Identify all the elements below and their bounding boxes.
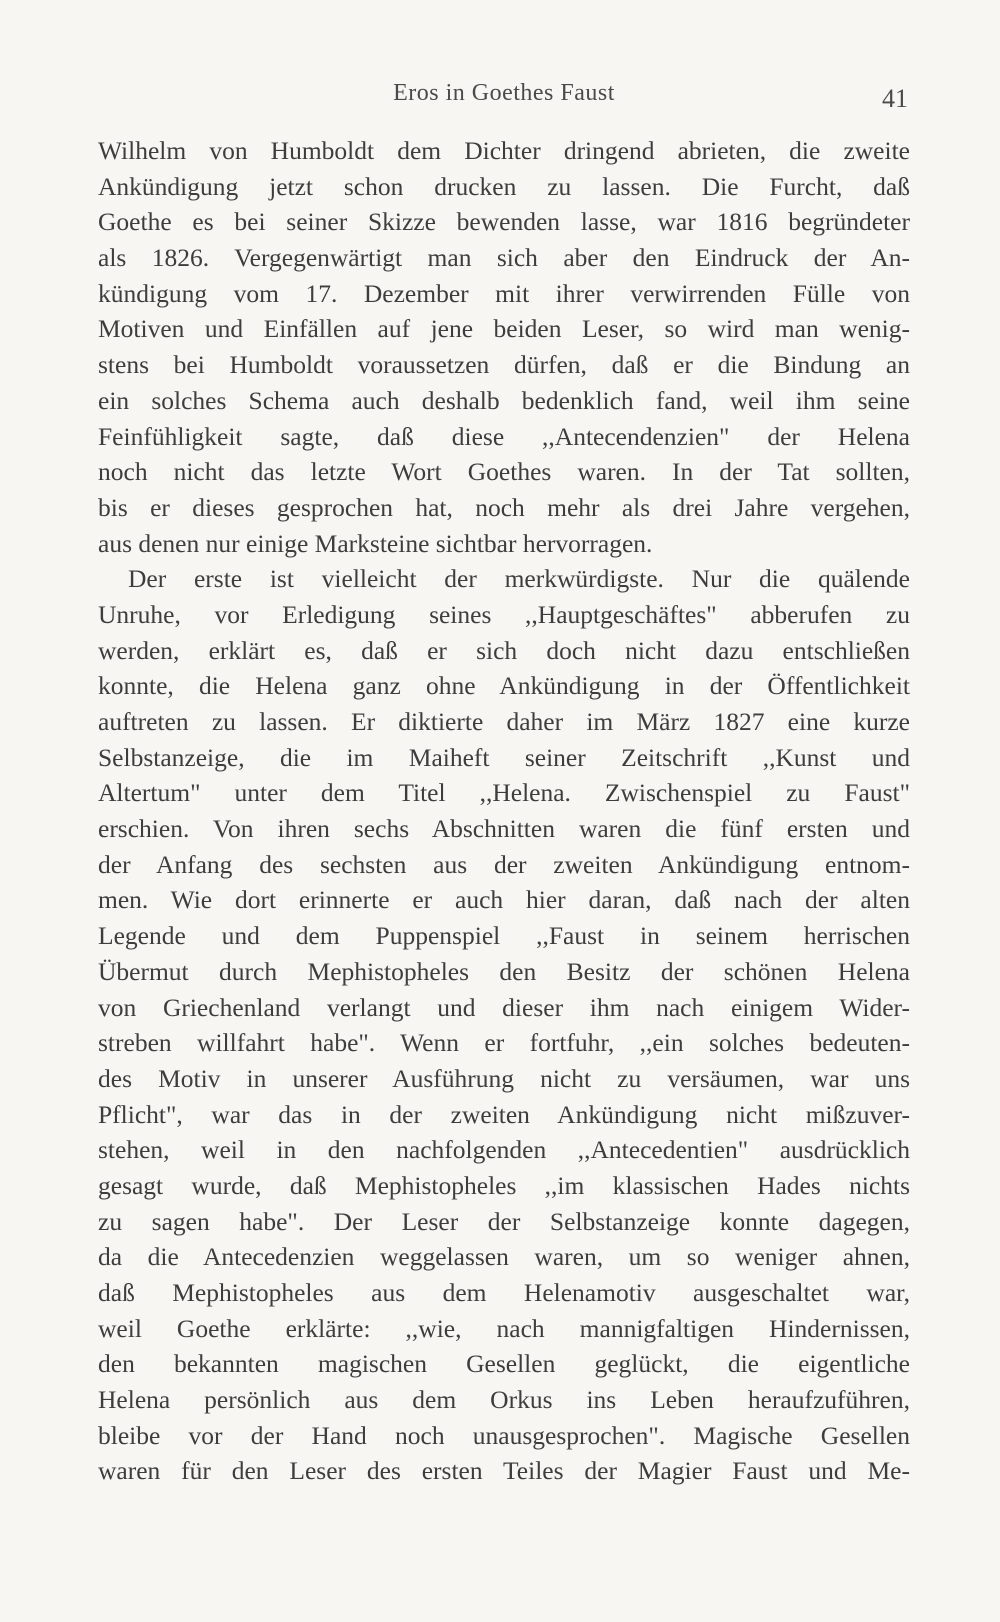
running-head xyxy=(98,80,910,116)
text-line: als 1826. Vergegenwärtigt man sich aber den Eindruck der An- xyxy=(98,243,910,273)
text-line: werden, erklärt es, daß er sich doch nicht dazu entschließen xyxy=(98,635,910,665)
text-line: waren für den Leser des ersten Teiles der Magier Faust und Me- xyxy=(98,1456,910,1486)
text-line: weil Goethe erklärte: ,,wie, nach mannigfaltigen Hindernissen, xyxy=(98,1313,910,1343)
text-line: konnte, die Helena ganz ohne Ankündigung in der Öffentlichkeit xyxy=(98,671,910,701)
text-line: Goethe es bei seiner Skizze bewenden lasse, war 1816 begründeter xyxy=(98,207,910,237)
text-line: stehen, weil in den nachfolgenden ,,Antecedentien" ausdrücklich xyxy=(98,1135,910,1165)
text-line: Ankündigung jetzt schon drucken zu lassen. Die Furcht, daß xyxy=(98,171,910,201)
text-line: des Motiv in unserer Ausführung nicht zu versäumen, war uns xyxy=(98,1063,910,1093)
text-line: den bekannten magischen Gesellen geglückt, die eigentliche xyxy=(98,1349,910,1379)
text-line: Feinfühligkeit sagte, daß diese ,,Antecendenzien" der Helena xyxy=(98,421,910,451)
body-text xyxy=(98,133,910,1489)
text-line: Selbstanzeige, die im Maiheft seiner Zeitschrift ,,Kunst und xyxy=(98,742,910,772)
page-number: 41 xyxy=(882,84,908,113)
text-line: Altertum" unter dem Titel ,,Helena. Zwischenspiel zu Faust" xyxy=(98,778,910,808)
running-title: Eros in Goethes Faust xyxy=(393,80,615,106)
text-line: Der erste ist vielleicht der merkwürdigste. Nur die quälende xyxy=(128,564,910,594)
text-line: zu sagen habe". Der Leser der Selbstanzeige konnte dagegen, xyxy=(98,1206,910,1236)
text-line: von Griechenland verlangt und dieser ihm nach einigem Wider- xyxy=(98,992,910,1022)
text-line: bis er dieses gesprochen hat, noch mehr als drei Jahre vergehen, xyxy=(98,492,910,522)
text-line: Unruhe, vor Erledigung seines ,,Hauptgeschäftes" abberufen zu xyxy=(98,599,910,629)
text-line: Wilhelm von Humboldt dem Dichter dringend abrieten, die zweite xyxy=(98,136,910,165)
text-line: men. Wie dort erinnerte er auch hier daran, daß nach der alten xyxy=(98,885,910,915)
text-line: stens bei Humboldt voraussetzen dürfen, daß er die Bindung an xyxy=(98,350,910,380)
text-line: Übermut durch Mephistopheles den Besitz der schönen Helena xyxy=(98,956,910,986)
text-line: daß Mephistopheles aus dem Helenamotiv ausgeschaltet war, xyxy=(98,1278,910,1307)
text-line: Motiven und Einfällen auf jene beiden Leser, so wird man wenig- xyxy=(98,314,910,344)
text-line: Helena persönlich aus dem Orkus ins Leben heraufzuführen, xyxy=(98,1385,910,1415)
text-line: der Anfang des sechsten aus der zweiten Ankündigung entnom- xyxy=(98,849,910,879)
text-line: streben willfahrt habe". Wenn er fortfuhr, ,,ein solches bedeuten- xyxy=(98,1028,910,1058)
text-line: Legende und dem Puppenspiel ,,Faust in seinem herrischen xyxy=(98,921,910,951)
text-line: da die Antecedenzien weggelassen waren, um so weniger ahnen, xyxy=(98,1242,910,1272)
text-line: erschien. Von ihren sechs Abschnitten waren die fünf ersten und xyxy=(98,814,910,844)
text-line: noch nicht das letzte Wort Goethes waren. In der Tat sollten, xyxy=(98,457,910,487)
text-line: kündigung vom 17. Dezember mit ihrer verwirrenden Fülle von xyxy=(98,278,910,308)
text-line: gesagt wurde, daß Mephistopheles ,,im klassischen Hades nichts xyxy=(98,1170,910,1200)
text-line: auftreten zu lassen. Er diktierte daher im März 1827 eine kurze xyxy=(98,707,910,736)
text-line: aus denen nur einige Marksteine sichtbar hervorragen. xyxy=(98,528,653,558)
text-line: bleibe vor der Hand noch unausgesprochen". Magische Gesellen xyxy=(98,1420,910,1450)
text-line: ein solches Schema auch deshalb bedenklich fand, weil ihm seine xyxy=(98,385,910,415)
text-line: Pflicht", war das in der zweiten Ankündigung nicht mißzuver- xyxy=(98,1099,910,1129)
